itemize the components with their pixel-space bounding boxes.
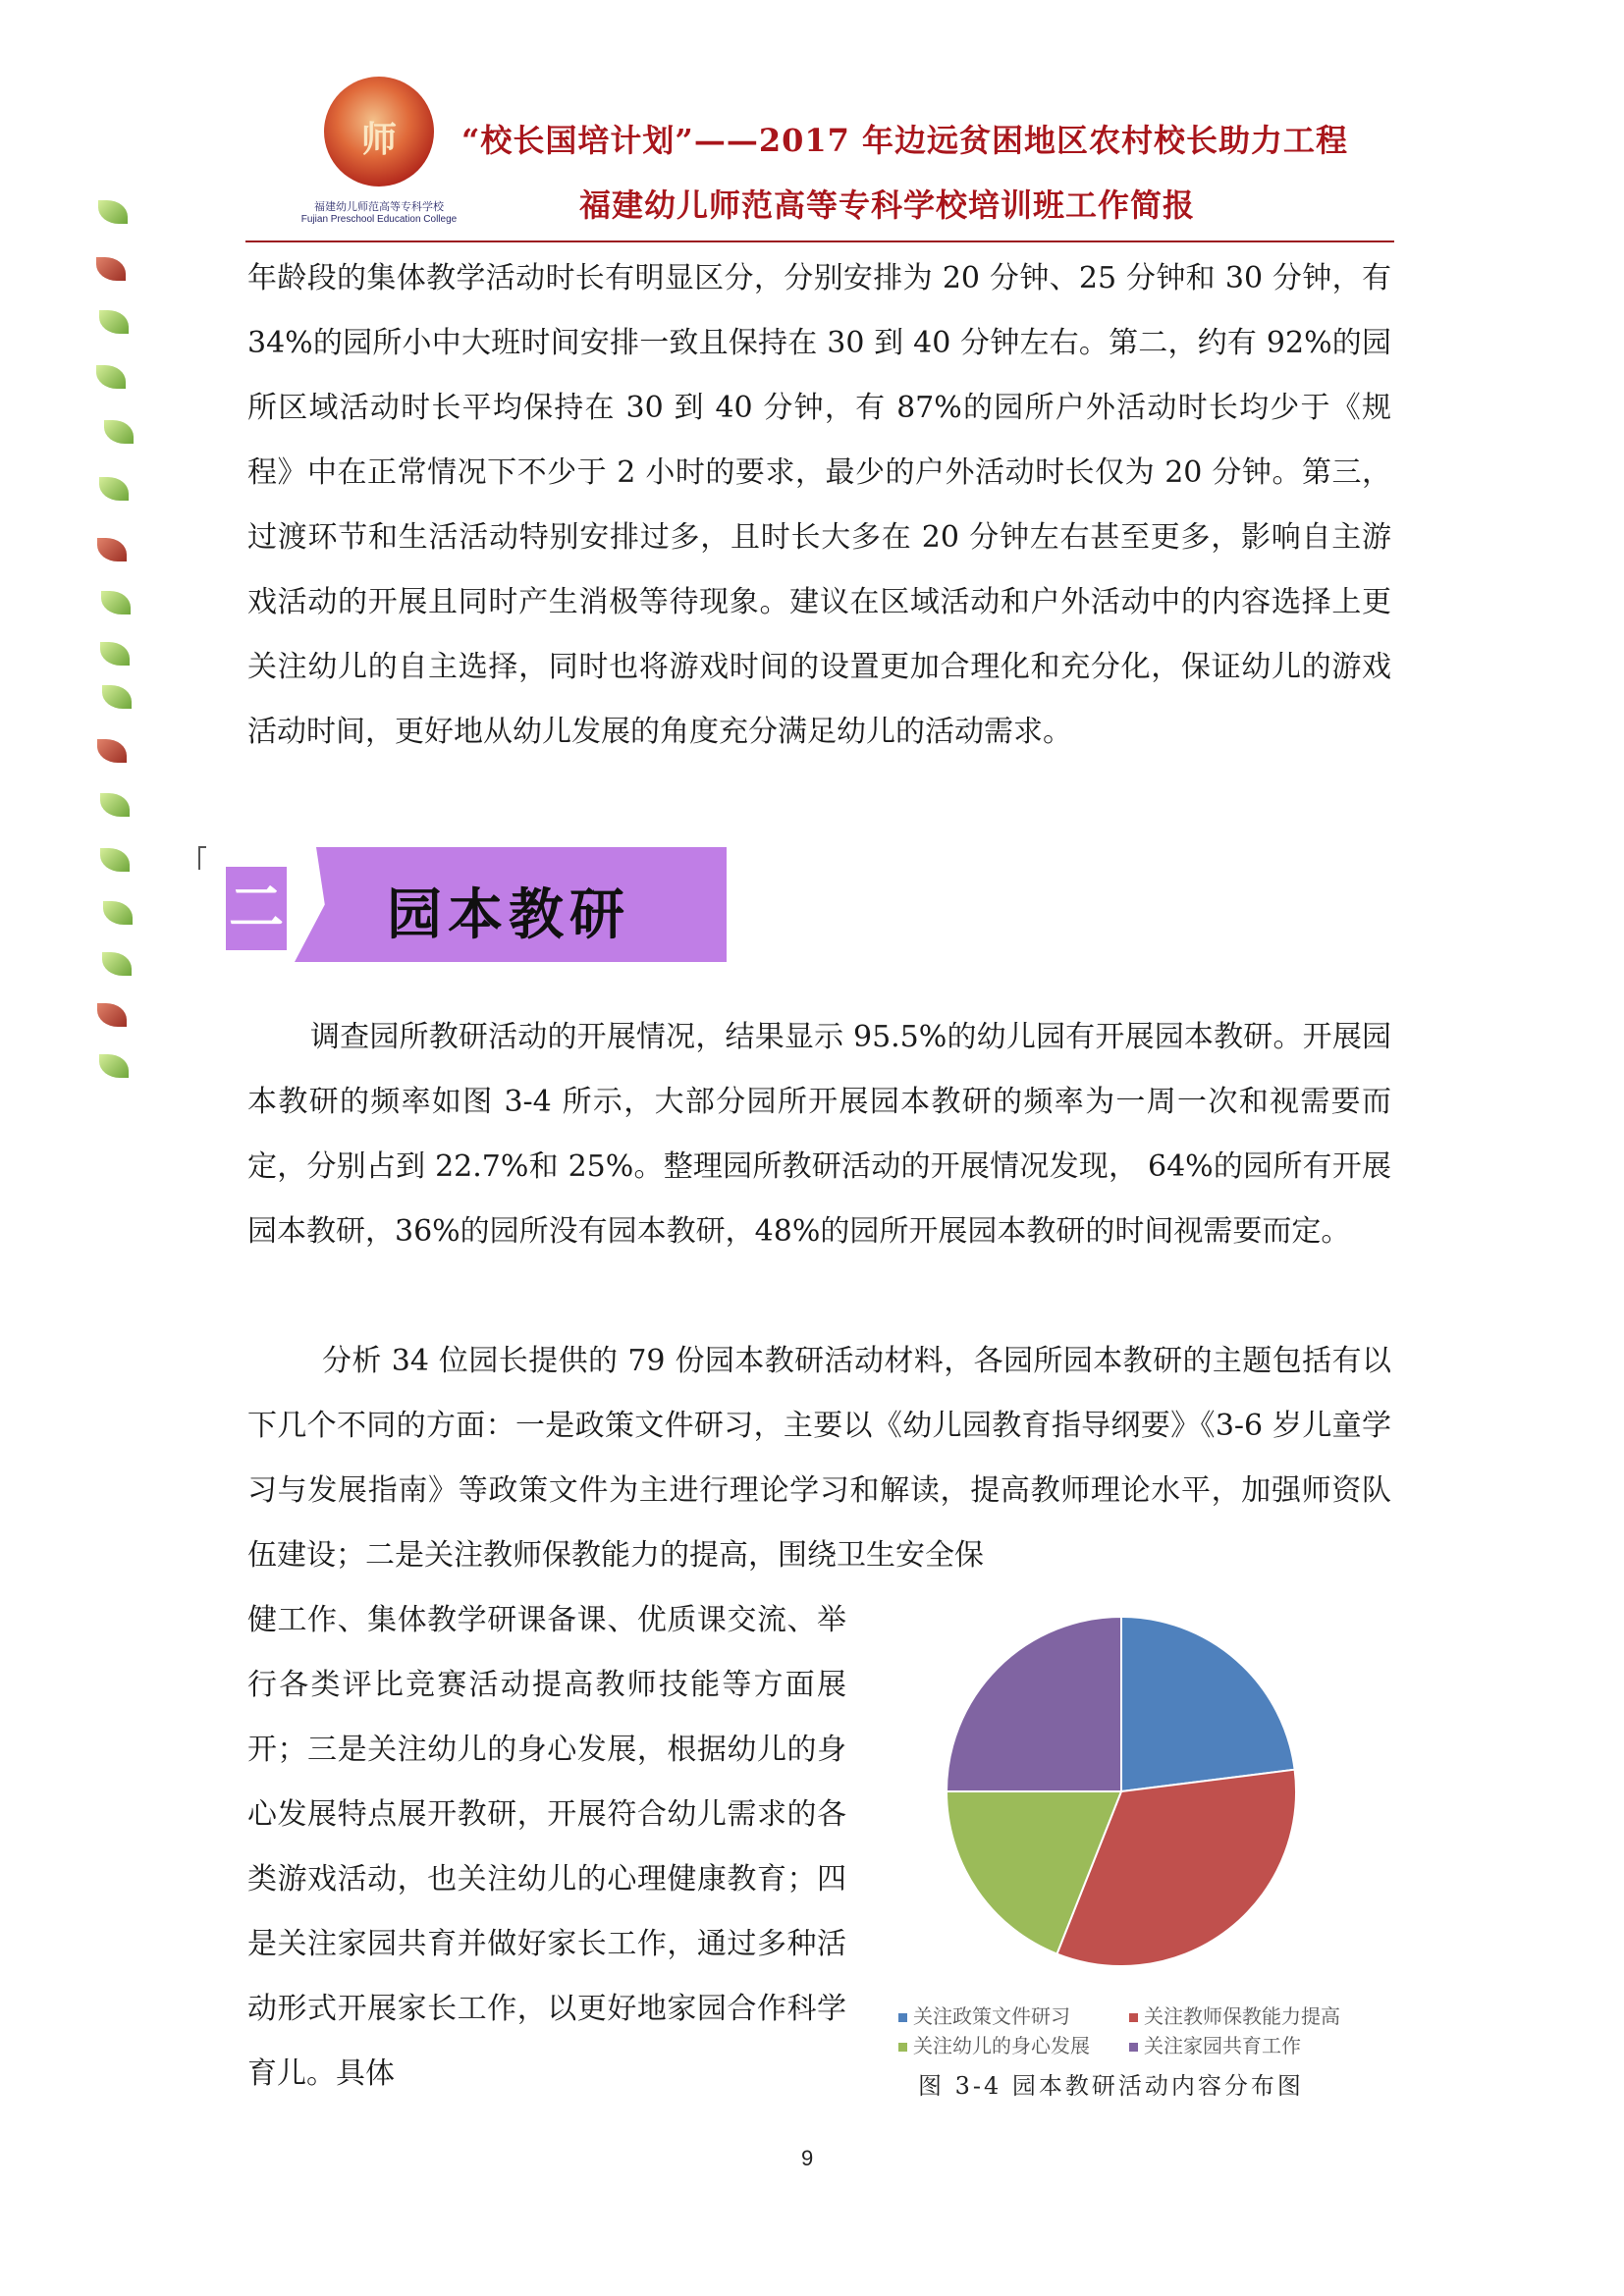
figure-caption: 图 3-4 园本教研活动内容分布图 <box>918 2072 1304 2100</box>
leaf-icon <box>101 591 131 614</box>
legend-label: 关注政策文件研习 <box>913 2004 1070 2028</box>
header-title-line1: “校长国培计划”——2017 年边远贫困地区农村校长助力工程 <box>461 122 1349 159</box>
leaf-icon <box>97 538 127 561</box>
leaf-icon <box>96 257 126 281</box>
body-paragraph: 年龄段的集体教学活动时长有明显区分，分别安排为 20 分钟、25 分钟和 30 分钟，有 34%的园所小中大班时间安排一致且保持在 30 到 40 分钟左右。第二，约有 92%的园所区域活动时长平均保持在 30 到 40 分钟，有 87%的园所户外活动时长均少于《规程》中在正常情况下不少于 2 小时的要求，最少的户外活动时长仅为 20 分钟。第三，过渡环节和生活活动特别安排过多，且时长大多在 20 分钟左右甚至更多，影响自主游戏活动的开展且同时产生消极等待现象。建议在区域活动和户外活动中的内容选择上更关注幼儿的自主选择，同时也将游戏时间的设置更加合理化和充分化，保证幼儿的游戏活动时间，更好地从幼儿发展的角度充分满足幼儿的活动需求。 <box>247 261 1391 749</box>
corner-mark <box>198 846 206 870</box>
decorative-leaf-column <box>90 185 149 1097</box>
legend-swatch <box>898 2043 907 2052</box>
leaf-icon <box>100 793 130 817</box>
pie-slice-4 <box>947 1617 1121 1791</box>
logo-chinese-name: 福建幼儿师范高等专科学校 <box>314 200 444 213</box>
legend-label: 关注幼儿的身心发展 <box>913 2034 1090 2057</box>
header-divider <box>245 240 1394 242</box>
leaf-icon <box>100 848 130 872</box>
leaf-icon <box>99 477 129 501</box>
leaf-icon <box>102 952 132 976</box>
leaf-icon <box>100 642 130 666</box>
legend-swatch <box>1129 2043 1138 2052</box>
leaf-icon <box>97 739 127 763</box>
legend-item <box>898 2030 1090 2058</box>
leaf-icon <box>103 901 133 925</box>
legend-item <box>1129 2001 1340 2029</box>
body-paragraph: 调查园所教研活动的开展情况，结果显示 95.5%的幼儿园有开展园本教研。开展园本教研的频率如图 3-4 所示，大部分园所开展园本教研的频率为一周一次和视需要而定，分别占到 22.7%和 25%。整理园所教研活动的开展情况发现， 64%的园所有开展园本教研，36%的园所没有园本教研，48%的园所开展园本教研的时间视需要而定。 <box>247 1020 1391 1249</box>
header-title-line2: 福建幼儿师范高等专科学校培训班工作简报 <box>579 187 1196 224</box>
leaf-icon <box>104 420 134 444</box>
body-paragraph-wrapped: 健工作、集体教学研课备课、优质课交流、举行各类评比竞赛活动提高教师技能等方面展开；三是关注幼儿的身心发展，根据幼儿的身心发展特点展开教研，开展符合幼儿需求的各类游戏活动，也关注幼儿的心理健康教育；四是关注家园共育并做好家长工作，通过多种活动形式开展家长工作，以更好地家园合作科学育儿。具体 <box>247 1603 846 2091</box>
section-number: 二 <box>226 867 287 950</box>
pie-slice-1 <box>1121 1617 1295 1791</box>
seal-text: 师 <box>360 119 397 160</box>
section-title: 园本教研 <box>387 882 630 947</box>
leaf-icon <box>102 685 132 709</box>
leaf-icon <box>96 365 126 389</box>
leaf-icon <box>98 200 128 224</box>
leaf-icon <box>99 1054 129 1078</box>
legend-label: 关注教师保教能力提高 <box>1144 2004 1340 2028</box>
legend-label: 关注家园共育工作 <box>1144 2034 1301 2057</box>
school-logo <box>277 77 481 234</box>
body-paragraph: 分析 34 位园长提供的 79 份园本教研活动材料，各园所园本教研的主题包括有以下几个不同的方面：一是政策文件研习，主要以《幼儿园教育指导纲要》《3-6 岁儿童学习与发展指南》等政策文件为主进行理论学习和解读，提高教师理论水平，加强师资队伍建设；二是关注教师保教能力的提高，围绕卫生安全保 <box>247 1344 1391 1573</box>
leaf-icon <box>99 310 129 334</box>
logo-english-name: Fujian Preschool Education College <box>300 214 458 225</box>
legend-item <box>898 2001 1070 2029</box>
page-number: 9 <box>801 2146 814 2170</box>
pie-chart <box>913 1590 1365 2002</box>
legend-item <box>1129 2030 1301 2058</box>
leaf-icon <box>97 1003 127 1027</box>
legend-swatch <box>898 2013 907 2022</box>
legend-swatch <box>1129 2013 1138 2022</box>
